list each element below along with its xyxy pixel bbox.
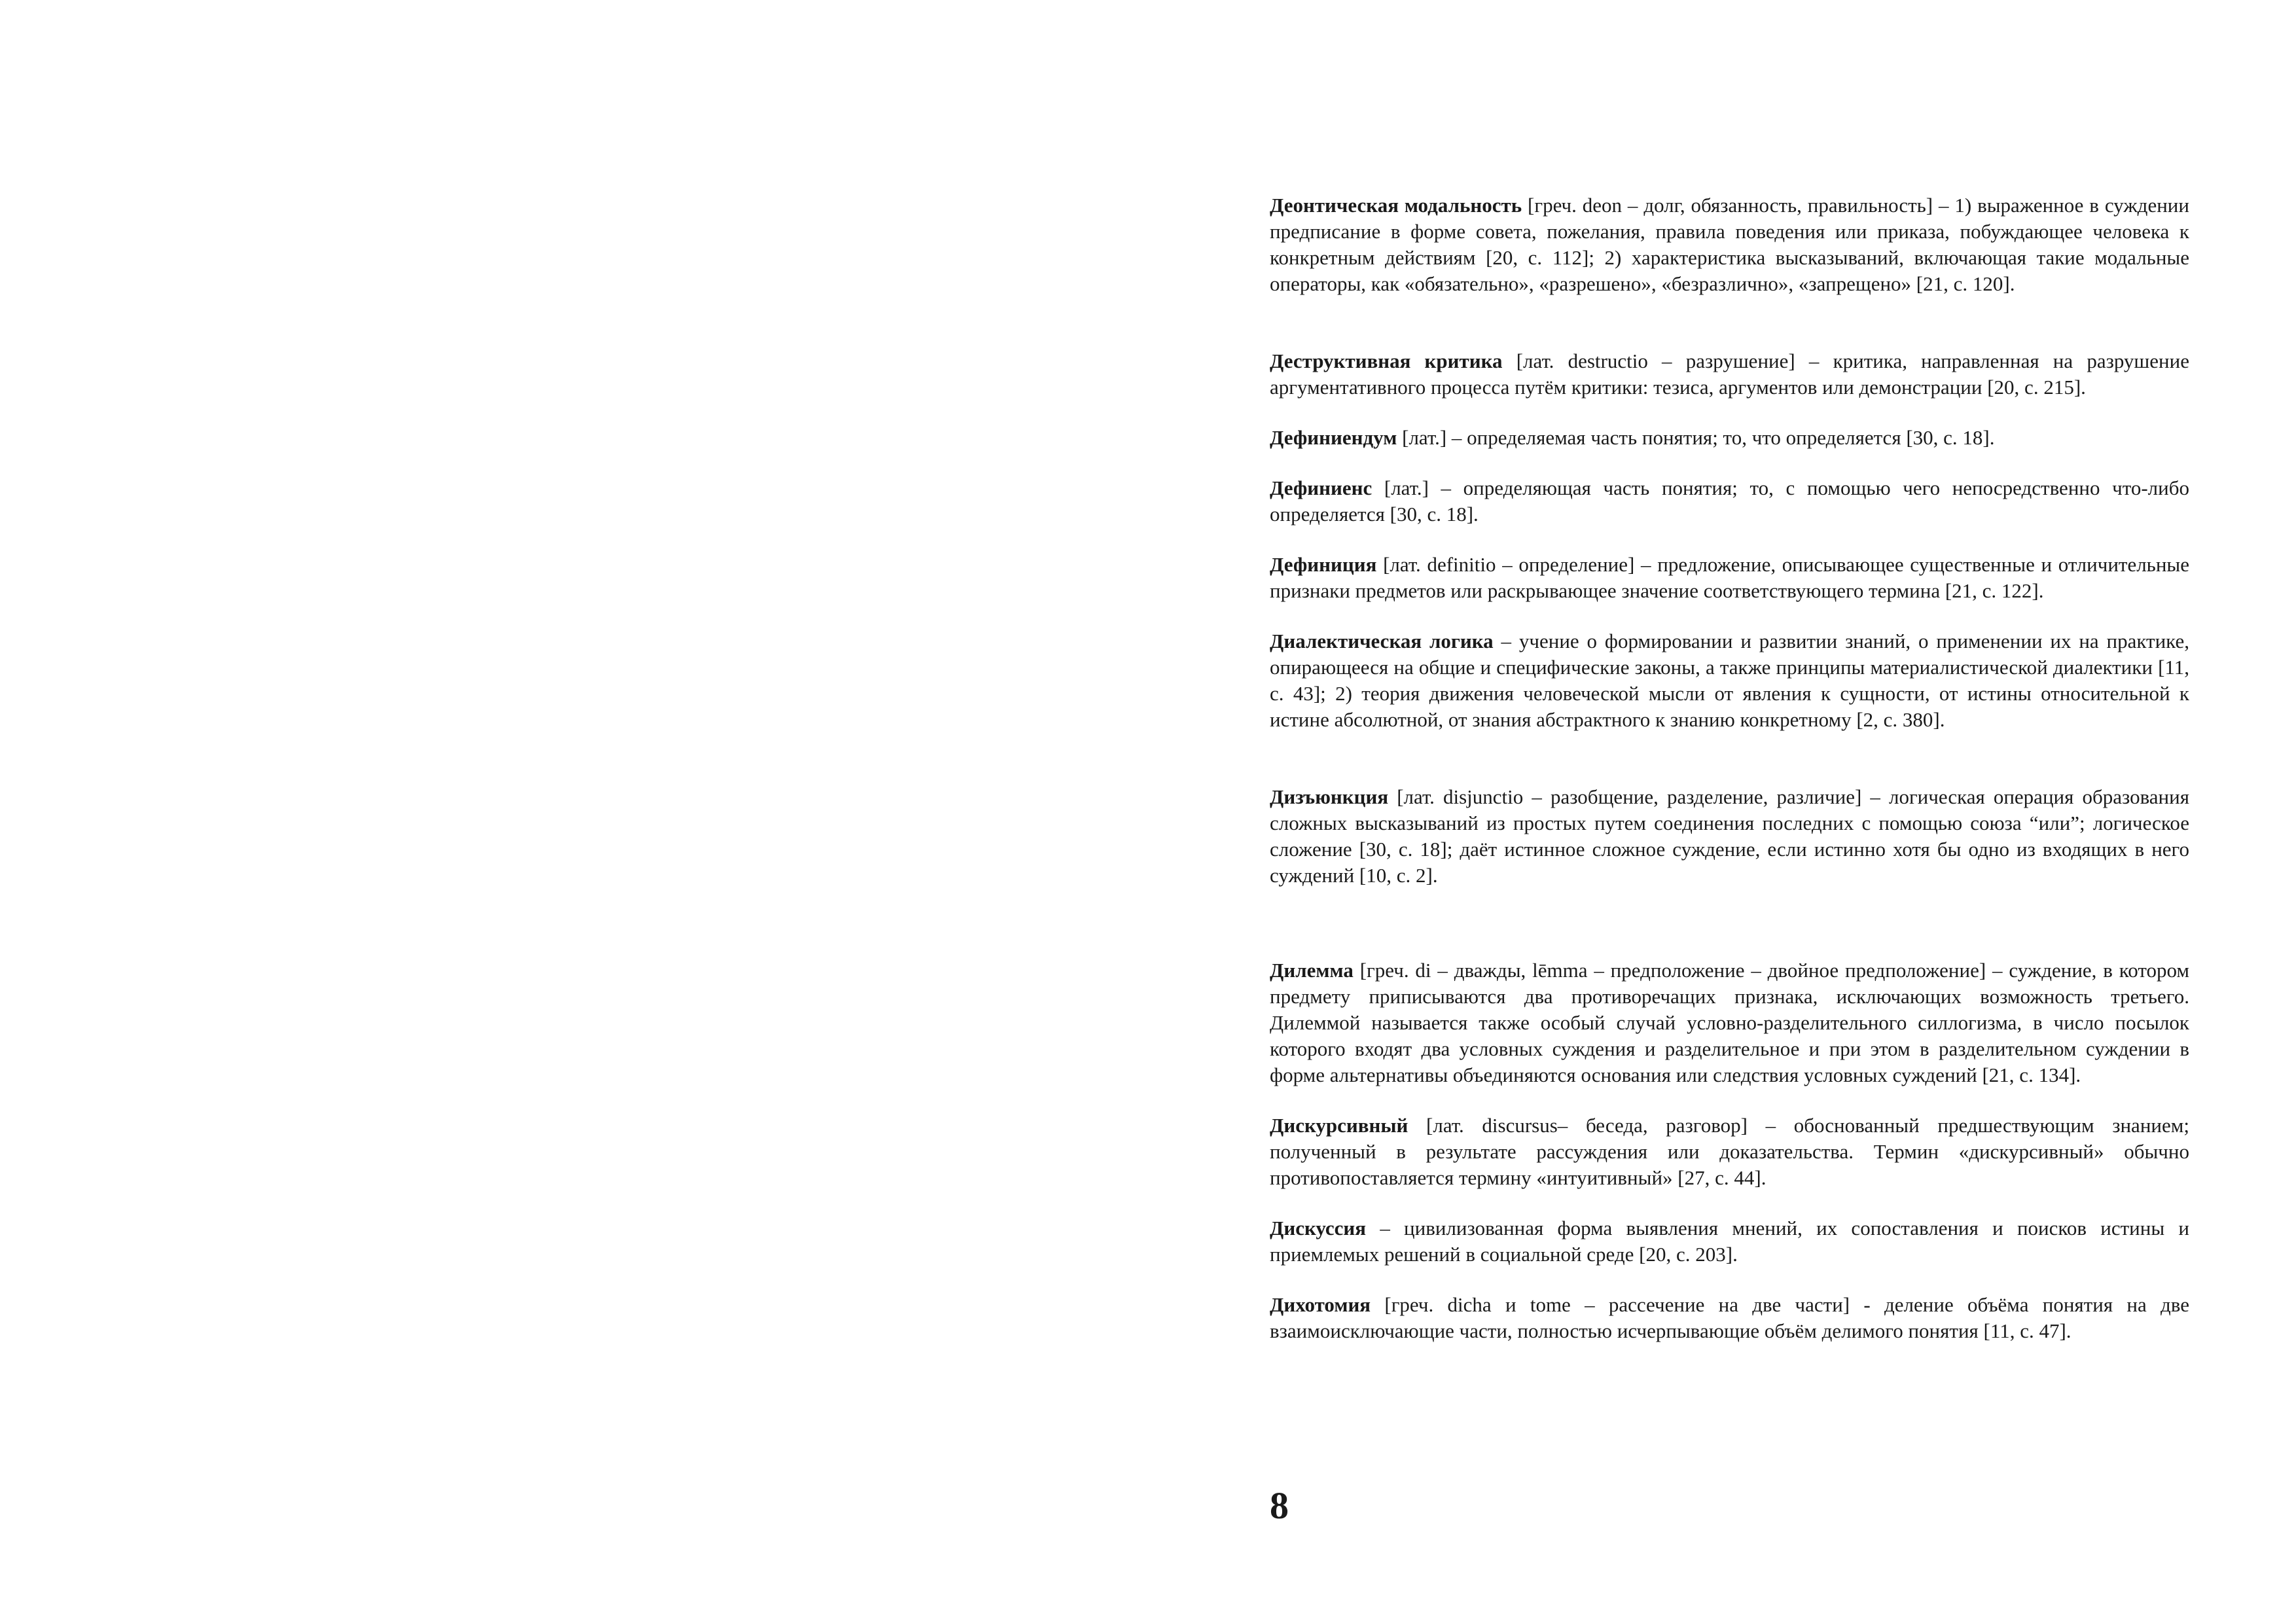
glossary-entry [1270, 1215, 2189, 1268]
entry-term: Деструктивная критика [1270, 349, 1503, 372]
entry-definition: [греч. deon – долг, обязанность, правильность] – 1) выраженное в суждении предписание в форме совета, пожелания, правила поведения или приказа, побуждающее человека к конкретным действиям [20, с. 112]; 2) характеристика высказываний, включающая такие модальные операторы, как «обязательно», «разрешено», «безразлично», «запрещено» [21, с. 120]. [1270, 194, 2189, 295]
glossary-entries [1270, 192, 2189, 1344]
entry-term: Дизъюнкция [1270, 785, 1389, 808]
glossary-entry [1270, 784, 2189, 889]
entry-definition: – учение о формировании и развитии знаний, о применении их на практике, опирающееся на общие и специфические законы, а также принципы материалистической диалектики [11, с. 43]; 2) теория движения человеческой мысли от явления к сущности, от истины относительной к истине абсолютной, от знания абстрактного к знанию конкретному [2, с. 380]. [1270, 630, 2189, 731]
entry-definition: [лат.] – определяемая часть понятия; то, что определяется [30, с. 18]. [1397, 426, 1995, 449]
entry-term: Дефиниция [1270, 553, 1377, 576]
entry-definition: [лат. disjunctio – разобщение, разделение, различие] – логическая операция образования сложных высказываний из простых путем соединения последних с помощью союза “или”; логическое сложение [30, с. 18]; даёт истинное сложное суждение, если истинно хотя бы одно из входящих в него суждений [10, с. 2]. [1270, 785, 2189, 887]
glossary-entry [1270, 425, 2189, 451]
entry-term: Диалектическая логика [1270, 630, 1494, 652]
page-number: 8 [1270, 1484, 1289, 1527]
entry-definition: [греч. di – дважды, lēmma – предположение – двойное предположение] – суждение, в котором предмету приписываются два противоречащих признака, исключающих возможность третьего. Дилеммой называется также особый случай условно-разделительного силлогизма, в число посылок которого входят два условных суждения и разделительное и при этом в разделительном суждении в форме альтернативы объединяются основания или следствия условных суждений [21, с. 134]. [1270, 959, 2189, 1086]
entry-definition: [лат. discursus– беседа, разговор] – обоснованный предшествующим знанием; полученный в результате рассуждения или доказательства. Термин «дискурсивный» обычно противопоставляется термину «интуитивный» [27, с. 44]. [1270, 1114, 2189, 1189]
entry-definition: – цивилизованная форма выявления мнений, их сопоставления и поисков истины и приемлемых решений в социальной среде [20, с. 203]. [1270, 1217, 2189, 1266]
entry-definition: [лат.] – определяющая часть понятия; то, с помощью чего непосредственно что-либо определяется [30, с. 18]. [1270, 476, 2189, 526]
glossary-entry [1270, 957, 2189, 1088]
entry-term: Дефиниендум [1270, 426, 1397, 449]
glossary-entry [1270, 552, 2189, 604]
glossary-entry [1270, 628, 2189, 733]
entry-term: Дискуссия [1270, 1217, 1367, 1240]
entry-term: Дилемма [1270, 959, 1354, 982]
glossary-entry [1270, 348, 2189, 401]
entry-term: Дискурсивный [1270, 1114, 1408, 1137]
entry-term: Деонтическая модальность [1270, 194, 1522, 217]
entry-term: Дефиниенс [1270, 476, 1372, 499]
glossary-entry [1270, 475, 2189, 527]
entry-term: Дихотомия [1270, 1293, 1371, 1316]
entry-definition: [лат. destructio – разрушение] – критика, направленная на разрушение аргументативного процесса путём критики: тезиса, аргументов или демонстрации [20, с. 215]. [1270, 349, 2189, 399]
glossary-entry [1270, 1113, 2189, 1191]
glossary-entry [1270, 1292, 2189, 1344]
entry-definition: [греч. dicha и tome – рассечение на две части] - деление объёма понятия на две взаимоисключающие части, полностью исчерпывающие объём делимого понятия [11, с. 47]. [1270, 1293, 2189, 1342]
glossary-entry [1270, 192, 2189, 297]
entry-definition: [лат. definitio – определение] – предложение, описывающее существенные и отличительные признаки предметов или раскрывающее значение соответствующего термина [21, с. 122]. [1270, 553, 2189, 602]
